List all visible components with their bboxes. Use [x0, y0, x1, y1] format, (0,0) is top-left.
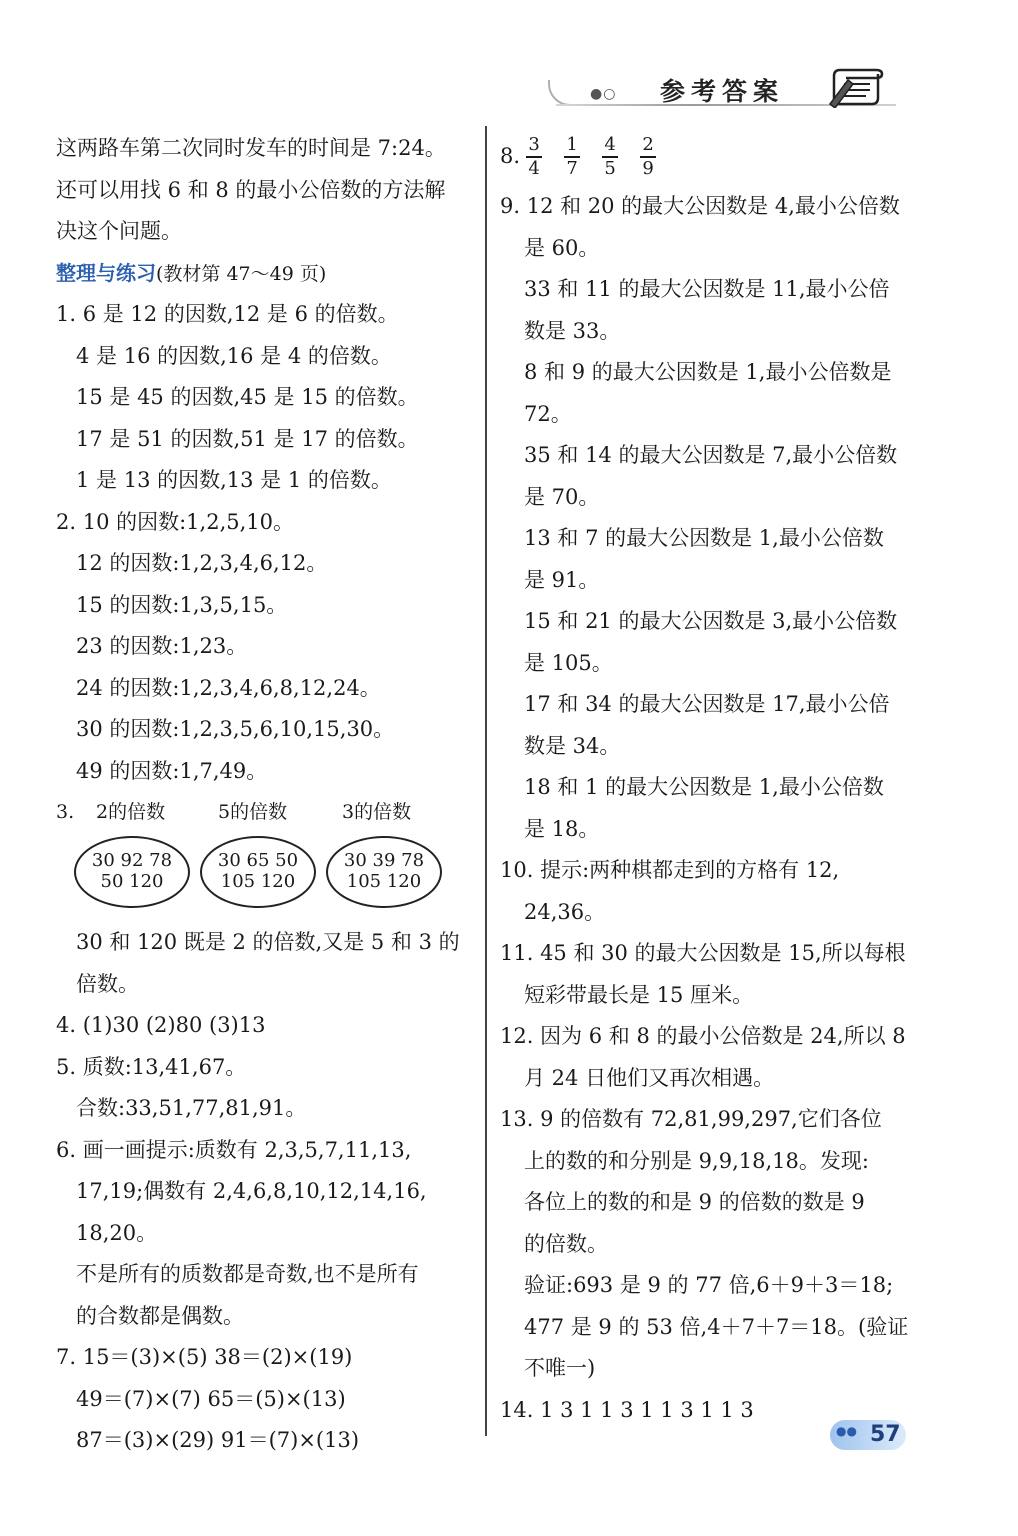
page-header: [548, 62, 908, 110]
answer-line: 是 70。: [524, 484, 600, 509]
answer-line: 9. 12 和 20 的最大公因数是 4,最小公倍数: [500, 194, 900, 218]
answer-line: 数是 34。: [524, 733, 621, 758]
answer-line: 11. 45 和 30 的最大公因数是 15,所以每根: [500, 941, 906, 965]
numerator: 1: [566, 134, 578, 156]
denominator: 9: [642, 157, 654, 179]
answer-line: 1 是 13 的因数,13 是 1 的倍数。: [76, 468, 392, 492]
badge-dots: ●●: [836, 1424, 857, 1438]
multiples-diagram: [56, 792, 468, 908]
page-number-badge: [830, 1414, 910, 1454]
answer-line: 验证:693 是 9 的 77 倍,6＋9＋3＝18;: [524, 1273, 894, 1297]
section-title: 整理与练习: [56, 260, 156, 285]
multiples-set: [326, 836, 442, 908]
set-line: 30 39 78: [343, 850, 425, 871]
fraction-answers: [500, 128, 920, 186]
answer-line: 49 的因数:1,7,49。: [76, 758, 268, 783]
right-column: [500, 128, 920, 1431]
answer-line: 是 105。: [524, 650, 613, 675]
answer-line: 12. 因为 6 和 8 的最小公倍数是 24,所以 8: [500, 1024, 906, 1048]
answer-line: 18,20。: [76, 1220, 158, 1245]
denominator: 5: [604, 157, 616, 179]
set-line: 105 120: [346, 871, 422, 892]
answer-line: 14. 1 3 1 1 3 1 1 3 1 1 3: [500, 1397, 754, 1422]
answer-line: 的倍数。: [524, 1231, 608, 1256]
answer-line: 35 和 14 的最大公因数是 7,最小公倍数: [524, 443, 898, 467]
answer-line: 上的数的和分别是 9,9,18,18。发现:: [524, 1148, 869, 1173]
answer-line: 5. 质数:13,41,67。: [56, 1054, 247, 1079]
multiples-label: 3的倍数: [342, 801, 412, 823]
fraction: [526, 135, 542, 179]
intro-line: 还可以用找 6 和 8 的最小公倍数的方法解: [56, 177, 446, 202]
answer-line: 短彩带最长是 15 厘米。: [524, 982, 754, 1007]
fraction: [602, 135, 618, 179]
fraction: [640, 135, 656, 179]
set-line: 105 120: [220, 871, 296, 892]
answer-line: 是 18。: [524, 816, 600, 841]
answer-line: 30 和 120 既是 2 的倍数,又是 5 和 3 的: [76, 930, 460, 954]
answer-line: 87＝(3)×(29) 91＝(7)×(13): [76, 1428, 360, 1452]
answer-line: 1. 6 是 12 的因数,12 是 6 的倍数。: [56, 302, 399, 326]
answer-line: 15 的因数:1,3,5,15。: [76, 592, 288, 617]
page-number: 57: [870, 1422, 901, 1447]
answer-line: 33 和 11 的最大公因数是 11,最小公倍: [524, 277, 890, 301]
answer-line: 17 和 34 的最大公因数是 17,最小公倍: [524, 692, 890, 716]
answer-line: 15 是 45 的因数,45 是 15 的倍数。: [76, 385, 419, 409]
multiples-set: [74, 836, 190, 908]
answer-line: 24,36。: [524, 899, 606, 924]
answer-line: 月 24 日他们又再次相遇。: [524, 1065, 775, 1090]
multiples-label: 2的倍数: [96, 801, 166, 823]
answer-line: 13 和 7 的最大公因数是 1,最小公倍数: [524, 526, 884, 550]
denominator: 7: [566, 157, 578, 179]
answer-line: 12 的因数:1,2,3,4,6,12。: [76, 551, 328, 575]
column-divider: [485, 126, 487, 1436]
section-subtitle: (教材第 47～49 页): [156, 262, 327, 285]
section-heading: [56, 253, 468, 295]
answer-line: 倍数。: [76, 971, 139, 996]
numerator: 3: [528, 134, 540, 156]
set-line: 50 120: [100, 871, 164, 892]
answer-line: 17,19;偶数有 2,4,6,8,10,12,14,16,: [76, 1179, 427, 1203]
pen-and-paper-icon: [826, 64, 886, 108]
header-dots: ●○: [590, 86, 617, 102]
numerator: 4: [604, 134, 616, 156]
question-number: 3.: [56, 801, 75, 823]
answer-line: 不是所有的质数都是奇数,也不是所有: [76, 1262, 419, 1286]
intro-line: 决这个问题。: [56, 219, 182, 243]
header-title: 参考答案: [660, 77, 785, 106]
intro-line: 这两路车第二次同时发车的时间是 7:24。: [56, 136, 446, 160]
answer-line: 72。: [524, 401, 572, 426]
set-line: 30 65 50: [217, 850, 299, 871]
answer-line: 是 60。: [524, 235, 600, 260]
answer-line: 8 和 9 的最大公因数是 1,最小公倍数是: [524, 360, 892, 384]
answer-line: 49＝(7)×(7) 65＝(5)×(13): [76, 1386, 346, 1411]
answer-line: 30 的因数:1,2,3,5,6,10,15,30。: [76, 717, 395, 741]
answer-line: 477 是 9 的 53 倍,4＋7＋7＝18。(验证: [524, 1314, 909, 1339]
answer-line: 数是 33。: [524, 318, 621, 343]
answer-line: 15 和 21 的最大公因数是 3,最小公倍数: [524, 609, 898, 633]
multiples-labels: [56, 792, 476, 828]
left-column: [56, 128, 468, 1462]
answer-line: 13. 9 的倍数有 72,81,99,297,它们各位: [500, 1107, 882, 1131]
answer-line: 23 的因数:1,23。: [76, 634, 248, 658]
fraction: [564, 135, 580, 179]
answer-line: 的合数都是偶数。: [76, 1303, 244, 1328]
answer-line: 4. (1)30 (2)80 (3)13: [56, 1013, 266, 1037]
answer-line: 6. 画一画提示:质数有 2,3,5,7,11,13,: [56, 1137, 412, 1162]
answer-line: 4 是 16 的因数,16 是 4 的倍数。: [76, 343, 392, 368]
answer-line: 是 91。: [524, 567, 600, 592]
answer-line: 合数:33,51,77,81,91。: [76, 1096, 307, 1120]
answer-line: 17 是 51 的因数,51 是 17 的倍数。: [76, 426, 419, 451]
denominator: 4: [528, 157, 540, 179]
answer-line: 18 和 1 的最大公因数是 1,最小公倍数: [524, 775, 884, 799]
multiples-set: [200, 836, 316, 908]
answer-line: 10. 提示:两种棋都走到的方格有 12,: [500, 858, 840, 882]
answer-line: 24 的因数:1,2,3,4,6,8,12,24。: [76, 675, 381, 700]
answer-line: 2. 10 的因数:1,2,5,10。: [56, 509, 295, 534]
answer-line: 各位上的数的和是 9 的倍数的数是 9: [524, 1190, 865, 1214]
answer-line: 7. 15＝(3)×(5) 38＝(2)×(19): [56, 1345, 353, 1369]
numerator: 2: [642, 134, 654, 156]
header-decoration: [548, 80, 588, 106]
question-number: 8.: [500, 144, 521, 169]
answer-line: 不唯一): [524, 1356, 596, 1380]
set-line: 30 92 78: [91, 850, 173, 871]
multiples-label: 5的倍数: [218, 801, 288, 823]
